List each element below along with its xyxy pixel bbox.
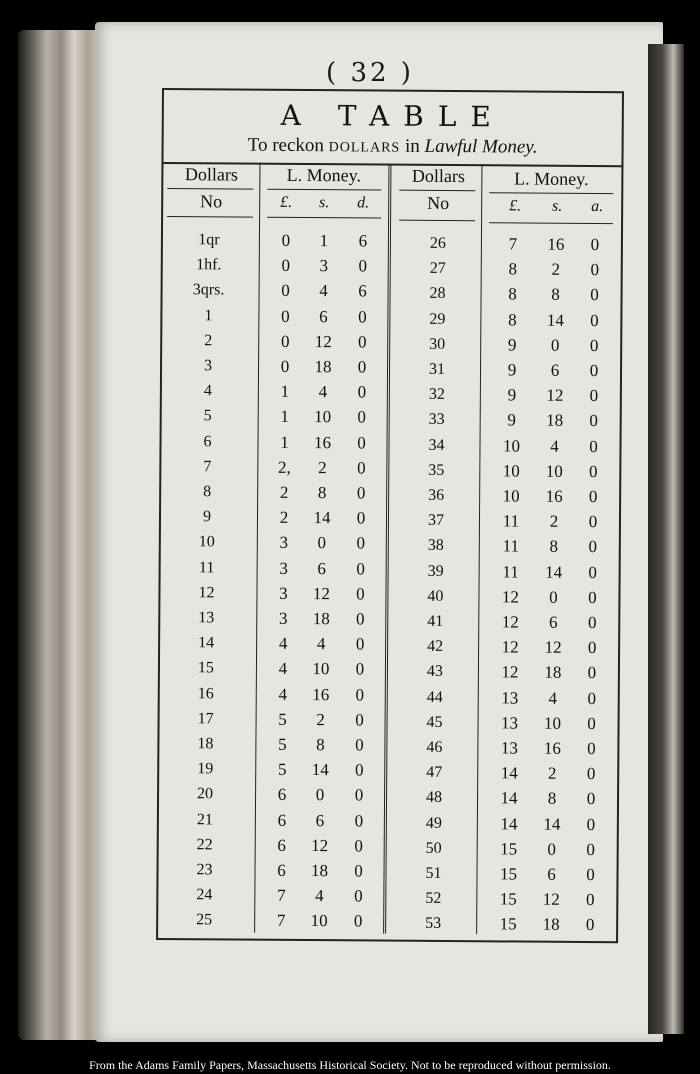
right-row-d: 0 — [587, 612, 597, 633]
left-row-no: 2 — [204, 332, 213, 350]
right-row-s: 16 — [543, 738, 561, 758]
left-row-l: 6 — [277, 785, 287, 805]
left-row-d: 0 — [355, 634, 365, 654]
left-row-s: 12 — [311, 835, 329, 855]
left-row-d: 0 — [357, 357, 367, 377]
left-subrule-no — [167, 216, 253, 218]
left-row-s: 8 — [316, 735, 325, 755]
right-header-no: No — [427, 192, 450, 214]
right-row-d: 0 — [590, 234, 600, 255]
left-header-dollars: Dollars — [184, 164, 238, 185]
right-row-l: 9 — [507, 335, 517, 355]
right-row-no: 48 — [425, 789, 443, 807]
left-row-no: 1hf. — [196, 256, 222, 274]
left-row-l: 1 — [280, 407, 290, 427]
left-row-s: 2 — [316, 709, 325, 729]
left-row-l: 5 — [278, 709, 287, 729]
left-no-divider — [254, 163, 260, 933]
left-row-s: 10 — [310, 911, 328, 931]
left-row-l: 3 — [278, 608, 288, 628]
left-row-s: 12 — [314, 331, 332, 351]
right-row-l: 11 — [502, 511, 520, 531]
right-row-no: 35 — [428, 461, 445, 479]
left-row-l: 4 — [278, 684, 288, 704]
right-row-s: 6 — [548, 612, 558, 632]
right-row-d: 0 — [588, 587, 597, 607]
left-row-d: 0 — [353, 911, 363, 931]
left-row-no: 21 — [196, 810, 213, 828]
left-row-d: 0 — [356, 558, 365, 579]
left-row-no: 4 — [203, 382, 212, 400]
subtitle-italic: Lawful Money. — [424, 135, 538, 158]
right-row-l: 15 — [499, 889, 517, 909]
left-row-s: 10 — [312, 659, 330, 679]
left-row-d: 0 — [356, 483, 366, 503]
right-row-no: 33 — [428, 411, 445, 429]
right-subrule-no — [399, 220, 475, 222]
left-row-no: 11 — [198, 558, 215, 576]
left-row-s: 4 — [318, 382, 328, 402]
right-row-no: 30 — [429, 335, 446, 353]
right-row-d: 0 — [587, 638, 597, 658]
left-row-no: 7 — [203, 458, 212, 476]
right-row-no: 50 — [425, 839, 442, 857]
right-row-d: 0 — [586, 814, 596, 834]
left-row-s: 3 — [319, 256, 329, 276]
left-row-l: 6 — [277, 860, 286, 880]
left-row-l: 4 — [278, 659, 288, 679]
right-row-s: 18 — [544, 663, 562, 683]
right-header-shillings: s. — [551, 197, 563, 215]
left-row-no: 17 — [197, 710, 214, 728]
left-row-l: 5 — [277, 760, 287, 780]
left-row-s: 4 — [316, 634, 326, 654]
money-table — [156, 88, 624, 943]
right-row-no: 45 — [426, 713, 443, 731]
page-number: ( 32 ) — [326, 58, 414, 88]
right-row-s: 6 — [547, 864, 556, 884]
left-row-d: 0 — [355, 609, 365, 629]
right-row-l: 7 — [508, 234, 518, 254]
left-row-l: 0 — [280, 356, 290, 376]
right-row-s: 2 — [547, 763, 557, 783]
right-row-s: 6 — [550, 360, 560, 380]
left-row-s: 18 — [314, 357, 332, 377]
left-row-l: 2, — [277, 457, 291, 477]
left-row-l: 0 — [281, 306, 290, 326]
left-row-s: 16 — [313, 432, 332, 452]
right-row-l: 10 — [502, 435, 521, 456]
left-row-d: 0 — [355, 684, 365, 705]
left-row-s: 8 — [317, 483, 327, 503]
left-header-pounds: £. — [280, 193, 293, 211]
right-row-s: 16 — [547, 234, 565, 254]
right-row-no: 51 — [425, 864, 442, 882]
right-row-d: 0 — [586, 864, 595, 885]
left-row-s: 12 — [312, 583, 331, 603]
right-row-l: 15 — [499, 864, 518, 884]
left-row-no: 9 — [202, 508, 212, 526]
left-row-d: 0 — [358, 306, 367, 327]
right-row-no: 29 — [429, 310, 446, 328]
right-row-d: 0 — [587, 663, 597, 683]
right-row-l: 11 — [502, 536, 520, 556]
right-subrule-money — [489, 192, 613, 194]
right-row-no: 36 — [428, 486, 445, 504]
right-row-s: 2 — [551, 259, 561, 279]
left-row-no: 1 — [204, 306, 213, 324]
left-row-d: 0 — [357, 382, 367, 402]
left-row-d: 6 — [358, 231, 368, 251]
left-row-no: 23 — [196, 861, 213, 879]
left-row-no: 5 — [203, 407, 212, 425]
right-header-money: L. Money. — [514, 168, 589, 189]
right-row-no: 53 — [425, 915, 442, 933]
right-row-d: 0 — [590, 285, 599, 305]
right-row-d: 0 — [589, 386, 599, 406]
right-row-s: 12 — [542, 889, 560, 909]
right-row-s: 0 — [549, 587, 558, 607]
right-row-no: 41 — [427, 612, 444, 630]
right-row-l: 11 — [502, 561, 519, 582]
left-row-no: 16 — [197, 684, 214, 702]
left-row-l: 7 — [277, 886, 286, 906]
right-row-d: 0 — [587, 738, 596, 759]
left-header-pence: d. — [357, 194, 370, 212]
right-row-s: 8 — [547, 789, 557, 809]
left-row-no: 6 — [203, 432, 212, 450]
right-row-d: 0 — [587, 713, 596, 733]
right-row-no: 34 — [428, 436, 445, 454]
left-row-d: 0 — [354, 861, 363, 881]
right-row-no: 46 — [426, 738, 443, 756]
right-row-l: 15 — [499, 914, 517, 934]
right-row-d: 0 — [589, 461, 598, 481]
right-row-l: 12 — [501, 662, 519, 682]
left-row-s: 10 — [314, 407, 332, 427]
right-row-l: 12 — [501, 637, 519, 657]
left-row-l: 1 — [280, 432, 289, 452]
right-row-s: 10 — [545, 461, 563, 481]
right-header-pence: a. — [591, 197, 604, 216]
right-row-s: 18 — [542, 915, 560, 935]
left-row-l: 3 — [279, 558, 288, 578]
table-title: A TABLE — [280, 98, 505, 134]
right-row-no: 26 — [429, 234, 446, 252]
right-row-d: 0 — [590, 310, 599, 330]
right-row-d: 0 — [586, 789, 596, 809]
left-row-s: 14 — [311, 760, 329, 780]
left-row-l: 1 — [280, 382, 290, 402]
right-row-no: 40 — [427, 587, 444, 605]
left-row-l: 0 — [281, 281, 290, 301]
left-header-no: No — [200, 191, 223, 212]
left-subrule-money — [267, 189, 381, 191]
right-row-l: 8 — [508, 310, 517, 330]
left-row-l: 0 — [281, 256, 291, 276]
left-header-shillings: s. — [319, 194, 330, 212]
right-row-d: 0 — [589, 436, 598, 456]
left-row-d: 0 — [354, 886, 363, 906]
right-row-l: 13 — [501, 687, 519, 708]
right-row-l: 13 — [501, 713, 519, 733]
right-row-l: 9 — [507, 410, 517, 430]
left-subrule-units — [267, 217, 381, 219]
left-row-no: 20 — [197, 785, 214, 803]
right-row-d: 0 — [588, 562, 597, 582]
left-row-d: 0 — [354, 760, 364, 780]
right-row-d: 0 — [588, 537, 598, 557]
book-right-edge — [648, 44, 684, 1034]
archive-credit: From the Adams Family Papers, Massachusetts Historical Society. Not to be reproduced without permission. — [89, 1058, 611, 1072]
left-row-no: 15 — [197, 659, 215, 677]
left-row-l: 5 — [278, 734, 287, 754]
subtitle-mid: in — [404, 135, 420, 157]
left-row-d: 0 — [357, 458, 366, 478]
left-row-l: 7 — [276, 911, 286, 931]
left-row-s: 6 — [317, 558, 326, 578]
right-row-s: 4 — [548, 688, 558, 708]
right-row-d: 0 — [589, 411, 599, 431]
right-row-l: 12 — [501, 612, 519, 632]
left-row-no: 8 — [203, 483, 212, 501]
right-row-d: 0 — [590, 260, 600, 280]
left-row-l: 6 — [277, 835, 287, 855]
right-header-dollars: Dollars — [411, 165, 465, 187]
right-row-s: 0 — [550, 335, 560, 355]
left-row-d: 0 — [356, 508, 366, 528]
right-row-s: 18 — [546, 411, 564, 431]
right-row-no: 32 — [428, 386, 445, 404]
left-row-s: 6 — [315, 810, 325, 830]
left-row-s: 2 — [318, 457, 327, 477]
right-row-s: 10 — [544, 713, 562, 733]
left-row-s: 18 — [312, 609, 330, 629]
right-row-s: 0 — [547, 839, 557, 859]
right-row-d: 0 — [586, 890, 595, 910]
left-row-no: 12 — [198, 584, 215, 602]
left-row-d: 0 — [354, 785, 364, 805]
left-row-no: 25 — [196, 911, 213, 929]
left-row-s: 16 — [312, 684, 330, 704]
right-row-l: 14 — [500, 788, 518, 808]
right-row-s: 2 — [549, 511, 559, 531]
left-subrule-dollars — [167, 188, 253, 190]
right-row-d: 0 — [588, 512, 598, 532]
left-row-l: 4 — [278, 634, 288, 654]
right-header-pounds: £. — [509, 197, 522, 215]
right-row-s: 14 — [546, 310, 564, 330]
right-row-s: 8 — [551, 285, 560, 305]
left-row-d: 0 — [357, 432, 366, 453]
left-row-s: 14 — [313, 508, 331, 528]
table-subtitle — [164, 134, 622, 159]
left-row-d: 0 — [358, 256, 368, 276]
right-row-no: 39 — [427, 562, 444, 580]
right-row-l: 9 — [507, 385, 517, 405]
right-row-s: 14 — [543, 814, 561, 834]
left-row-no: 13 — [198, 609, 215, 627]
right-row-l: 10 — [502, 486, 520, 506]
left-row-d: 0 — [355, 735, 364, 755]
right-row-l: 9 — [507, 360, 517, 380]
right-row-d: 0 — [586, 764, 596, 784]
subtitle-smallcaps: DOLLARS — [328, 140, 401, 156]
right-row-l: 15 — [500, 839, 518, 859]
left-row-no: 24 — [196, 886, 213, 904]
subtitle-prefix: To reckon — [247, 134, 325, 157]
left-row-d: 0 — [357, 332, 367, 352]
left-row-no: 1qr — [198, 231, 220, 249]
left-row-s: 1 — [319, 231, 329, 251]
left-row-no: 3 — [204, 357, 213, 375]
right-subrule-dollars — [399, 190, 475, 192]
left-row-d: 0 — [356, 533, 366, 553]
right-row-d: 0 — [587, 688, 597, 708]
right-row-no: 43 — [426, 663, 443, 681]
left-row-d: 0 — [357, 407, 367, 427]
left-row-l: 2 — [279, 482, 289, 502]
right-row-no: 31 — [428, 360, 446, 378]
left-header-money: L. Money. — [286, 164, 362, 186]
right-row-no: 28 — [429, 285, 446, 303]
right-row-l: 10 — [502, 461, 520, 481]
right-row-no: 27 — [429, 260, 446, 278]
left-row-d: 0 — [356, 584, 365, 604]
right-row-d: 0 — [586, 839, 596, 859]
left-row-l: 3 — [279, 533, 289, 553]
left-row-s: 4 — [315, 886, 324, 906]
left-row-no: 3qrs. — [192, 281, 225, 299]
right-row-s: 8 — [549, 537, 559, 557]
right-row-l: 12 — [501, 587, 520, 607]
right-row-d: 0 — [589, 360, 599, 381]
left-row-s: 6 — [319, 306, 328, 326]
right-row-l: 13 — [500, 738, 518, 758]
right-row-no: 42 — [427, 638, 444, 656]
left-row-no: 19 — [197, 760, 214, 778]
right-row-l: 8 — [508, 284, 517, 304]
right-row-no: 47 — [426, 764, 443, 782]
right-row-l: 14 — [500, 763, 518, 783]
left-row-d: 0 — [355, 710, 364, 730]
left-row-d: 6 — [358, 281, 367, 301]
left-row-d: 0 — [354, 836, 364, 856]
left-row-no: 10 — [198, 533, 215, 551]
left-row-l: 6 — [277, 810, 287, 830]
left-row-l: 0 — [281, 230, 291, 250]
left-row-s: 0 — [317, 533, 327, 553]
right-row-s: 16 — [545, 486, 563, 506]
left-row-no: 22 — [196, 836, 213, 854]
right-row-l: 14 — [500, 813, 518, 834]
left-row-no: 18 — [197, 735, 214, 753]
right-row-no: 37 — [427, 512, 445, 530]
right-row-s: 12 — [544, 637, 562, 657]
left-row-s: 18 — [310, 861, 329, 881]
right-row-l: 8 — [508, 259, 518, 279]
right-row-no: 52 — [425, 890, 442, 908]
right-row-d: 0 — [589, 335, 599, 355]
right-row-no: 38 — [427, 537, 444, 555]
right-row-s: 14 — [545, 562, 563, 582]
left-row-s: 4 — [319, 281, 328, 301]
left-row-d: 0 — [355, 659, 365, 679]
right-row-s: 12 — [546, 385, 564, 405]
right-subrule-units — [489, 222, 613, 224]
right-row-no: 49 — [425, 814, 442, 832]
right-row-s: 4 — [550, 436, 559, 456]
right-row-no: 44 — [426, 688, 443, 706]
left-row-l: 2 — [279, 508, 289, 528]
left-row-no: 14 — [198, 634, 215, 652]
left-row-s: 0 — [315, 785, 325, 805]
left-row-l: 3 — [279, 583, 288, 603]
left-row-l: 0 — [280, 331, 290, 351]
right-row-d: 0 — [585, 915, 595, 935]
left-row-d: 0 — [354, 810, 364, 831]
right-row-d: 0 — [588, 486, 598, 507]
